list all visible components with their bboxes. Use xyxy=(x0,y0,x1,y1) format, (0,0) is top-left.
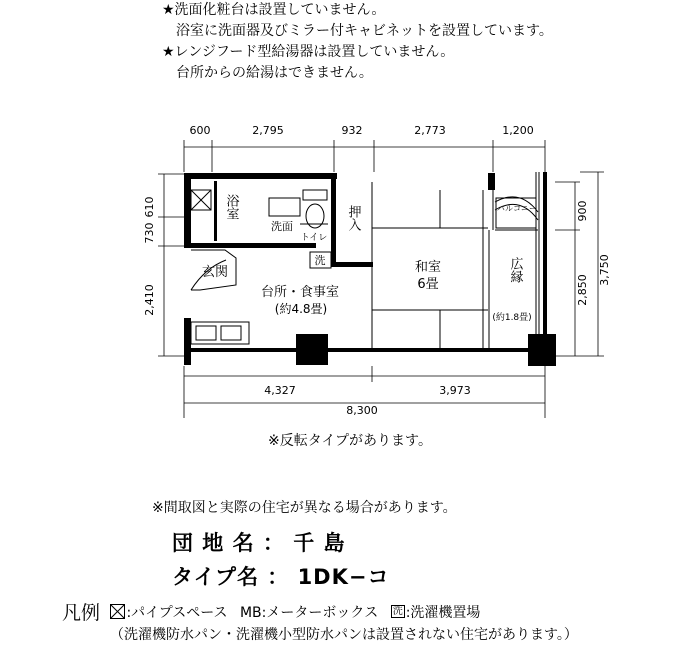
dim-left-3: 2,410 xyxy=(143,284,156,316)
note-line-1: ★洗面化粧台は設置していません。 xyxy=(162,2,386,18)
room-washroom-label: 洗面 xyxy=(271,220,293,233)
pipe-space-icon xyxy=(110,604,125,619)
dim-left-1: 610 xyxy=(143,196,156,218)
room-entrance-label: 玄関 xyxy=(201,265,229,280)
note-line-3: ★レンジフード型給湯器は設置していません。 xyxy=(162,44,455,60)
note-line-2: 浴室に洗面器及びミラー付キャビネットを設置しています。 xyxy=(176,23,553,39)
room-washitsu-label: 和室 xyxy=(414,260,442,275)
legend-washer-space: :洗濯機置場 xyxy=(405,604,481,621)
dim-right-1: 900 xyxy=(576,200,589,222)
room-engawa-label: 広縁 xyxy=(507,257,523,283)
plan-disclaimer: ※間取図と実際の住宅が異なる場合があります。 xyxy=(152,500,457,516)
dim-left-2: 730 xyxy=(143,222,156,244)
legend-pipe-space: :パイプスペース xyxy=(126,604,228,621)
note-line-4: 台所からの給湯はできません。 xyxy=(176,65,373,81)
room-engawa-size: (約1.8畳) xyxy=(492,313,532,323)
room-bath-label: 浴室 xyxy=(223,194,239,220)
estate-name: 団 地 名 ： 千 島 xyxy=(172,531,346,555)
legend xyxy=(62,598,488,625)
room-kitchen-size: (約4.8畳) xyxy=(274,302,328,316)
type-name: タイプ名 ： 1DK−コ xyxy=(172,565,390,589)
dim-right-2: 2,850 xyxy=(576,274,589,306)
dim-top-2: 2,795 xyxy=(252,124,284,137)
dim-bottom-1: 4,327 xyxy=(264,384,296,397)
legend-heading: 凡例 xyxy=(62,602,101,624)
dim-bottom-total: 8,300 xyxy=(346,404,378,417)
reverse-type-note: ※反転タイプがあります。 xyxy=(268,433,432,449)
legend-meter-box: MB:メーターボックス xyxy=(239,604,379,621)
dim-bottom-2: 3,973 xyxy=(439,384,471,397)
room-toilet-label: トイレ xyxy=(300,233,328,243)
dim-top-1: 600 xyxy=(189,124,211,137)
dim-top-4: 2,773 xyxy=(414,124,446,137)
room-washitsu-size: 6畳 xyxy=(417,277,439,292)
washer-mark: 洗 xyxy=(314,254,326,267)
dim-top-3: 932 xyxy=(341,124,363,137)
balcony-label: バルコニー xyxy=(497,204,537,213)
washer-icon: 洗 xyxy=(392,606,403,617)
room-closet-label: 押入 xyxy=(345,205,361,231)
walls xyxy=(184,172,556,366)
dim-top-5: 1,200 xyxy=(502,124,534,137)
dim-right-total: 3,750 xyxy=(598,254,611,286)
room-kitchen-label: 台所・食事室 xyxy=(260,285,340,300)
legend-note: （洗濯機防水パン・洗濯機小型防水パンは設置されない住宅があります。） xyxy=(110,627,578,643)
